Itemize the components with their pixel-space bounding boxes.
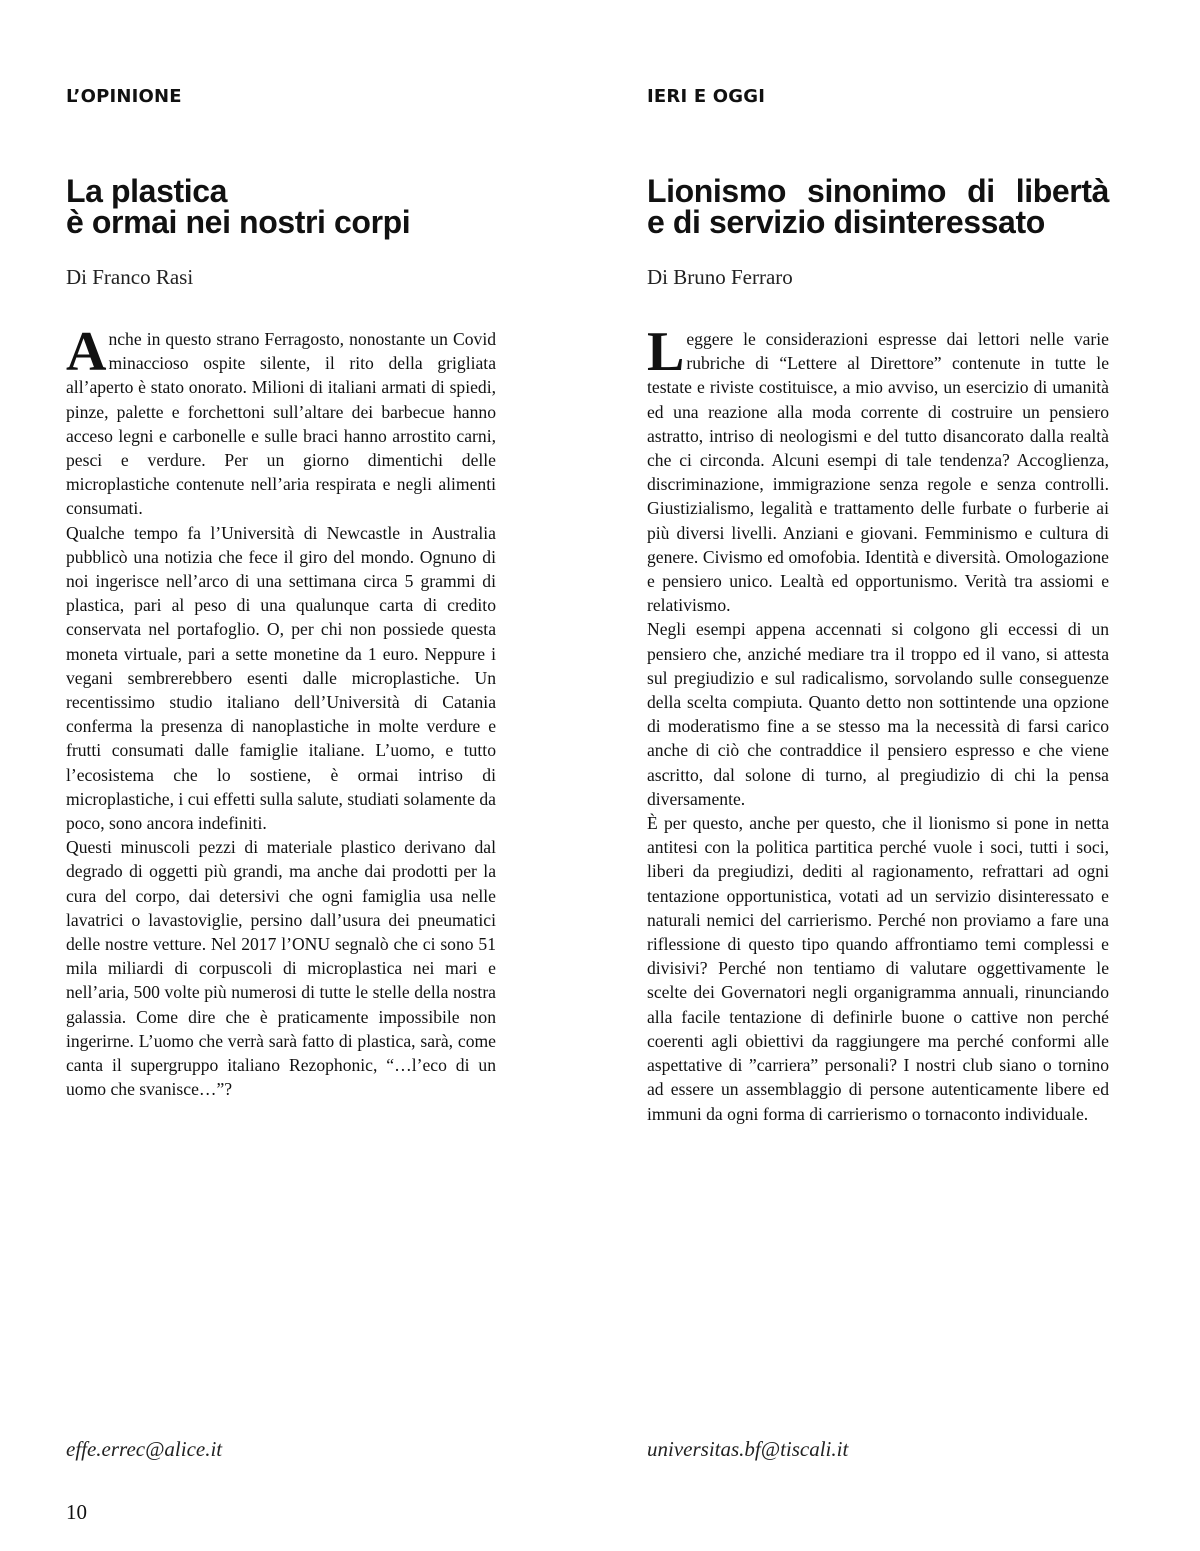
- right-dropcap: L: [647, 321, 685, 383]
- left-paragraph-2: Qualche tempo fa l’Università di Newcastle in Australia pubblicò una notizia che fece il giro del mondo. Ognuno di noi ingerisce nell’arco di una settimana circa 5 grammi di plastica, pari al peso di una qualunque carta di credito conservata nel portafoglio. O, per chi non possiede questa moneta virtuale, pari a sette monetine da 1 euro. Neppure i vegani sembrerebbero esenti dalle microplastiche. Un recentissimo studio italiano dell’Università di Catania conferma la presenza di nanoplastiche in molte verdure e frutti consumati dalle famiglie italiane. L’uomo, e tutto l’ecosistema che lo sostiene, è ormai intriso di microplastiche, i cui effetti sulla salute, studiati solamente da poco, sono ancora indefiniti.: [66, 522, 496, 834]
- right-title-line-1: Lionismo sinonimo di libertà: [647, 173, 1109, 209]
- left-dropcap: A: [66, 321, 107, 383]
- left-author-email[interactable]: effe.errec@alice.it: [66, 1437, 223, 1461]
- left-article-title: [66, 173, 496, 240]
- section-label-right: IERI E OGGI: [647, 86, 766, 107]
- right-paragraph-1: [647, 321, 1109, 617]
- right-byline: Di Bruno Ferraro: [647, 265, 793, 289]
- right-title-line-2: e di servizio disinteressato: [647, 204, 1045, 240]
- left-byline: Di Franco Rasi: [66, 265, 194, 289]
- right-author-email[interactable]: universitas.bf@tiscali.it: [647, 1437, 849, 1461]
- left-title-line-1: La plastica: [66, 173, 228, 209]
- right-paragraph-3: È per questo, anche per questo, che il lionismo si pone in netta antitesi con la politica partitica perché vuole i soci, tutti i soci, liberi da pregiudizi, dediti al ragionamento, refrattari ad ogni tentazione opportunistica, votati ad un servizio disinteressato e naturali nemici del carrierismo. Perché non proviamo a fare una riflessione di questo tipo quando affrontiamo temi complessi e divisivi? Perché non tentiamo di valutare oggettivamente le scelte dei Governatori negli organigramma annuali, rinunciando alla facile tentazione di definirle buone o cattive non perché coerenti agli obiettivi da raggiungere ma perché conformi alle aspettative di ”carriera” personali? I nostri club siano o tornino ad essere un assemblaggio di persone autenticamente libere ed immuni da ogni forma di carrierismo o tornaconto individuale.: [647, 813, 1109, 1124]
- left-paragraph-1: [66, 321, 496, 521]
- left-title-line-2: è ormai nei nostri corpi: [66, 204, 411, 240]
- left-paragraph-1-text: nche in questo strano Ferragosto, nonostante un Covid minaccioso ospite silente, il rito della grigliata all’aperto è stato onorato. Milioni di italiani armati di spiedi, pinze, palette e forchettoni sull’altare dei barbecue hanno acceso legni e carbonelle e sulle braci hanno arrostito carni, pesci e verdure. Per un giorno dimentichi delle microplastiche contenute nell’aria respirata e negli alimenti consumati.: [66, 329, 496, 519]
- page-number: 10: [66, 1500, 87, 1524]
- section-label-left: L’OPINIONE: [66, 86, 182, 107]
- left-article-body: [66, 321, 496, 1102]
- left-paragraph-3: Questi minuscoli pezzi di materiale plastico derivano dal degrado di oggetti più grandi, ma anche dai prodotti per la cura del corpo, dai detersivi che ogni famiglia usa nelle lavatrici o lavastoviglie, persino dall’usura dei pneumatici delle nostre vetture. Nel 2017 l’ONU segnalò che ci sono 51 mila miliardi di corpuscoli di microplastica nei mari e nell’aria, 500 volte più numerosi di tutte le stelle della nostra galassia. Come dire che è praticamente impossibile non ingerirne. L’uomo che verrà sarà fatto di plastica, sarà, come canta il supergruppo italiano Rezophonic, “…l’eco di un uomo che svanisce…”?: [66, 837, 496, 1100]
- right-article-title: [647, 173, 1109, 240]
- right-paragraph-1-text: eggere le considerazioni espresse dai lettori nelle varie rubriche di “Lettere al Direttore” contenute in tutte le testate e riviste costituisce, a mio avviso, un esercizio di umanità ed una reazione alla moda corrente di costruire un pensiero astratto, intriso di neologismi e del tutto disancorato dalla realtà che ci circonda. Alcuni esempi di tale tendenza? Accoglienza, discriminazione, immigrazione senza regole e senza controlli. Giustizialismo, legalità e trattamento delle furbate o furberie ai più diversi livelli. Anziani e giovani. Femminismo e cultura di genere. Civismo ed omofobia. Identità e diversità. Omologazione e pensiero unico. Lealtà ed opportunismo. Verità tra assiomi e relativismo.: [647, 329, 1109, 616]
- right-article-body: [647, 321, 1109, 1126]
- right-paragraph-2: Negli esempi appena accennati si colgono gli eccessi di un pensiero che, anziché mediare tra il troppo ed il vano, si attesta sul pregiudizio e sul radicalismo, sorvolando sulle conseguenze della scelta compiuta. Quanto detto non sottintende una opzione di moderatismo fine a se stesso ma la necessità di farsi carico anche di ciò che contraddice il pensiero espresso e che viene ascritto, dal solone di turno, al pregiudizio di chi la pensa diversamente.: [647, 619, 1109, 809]
